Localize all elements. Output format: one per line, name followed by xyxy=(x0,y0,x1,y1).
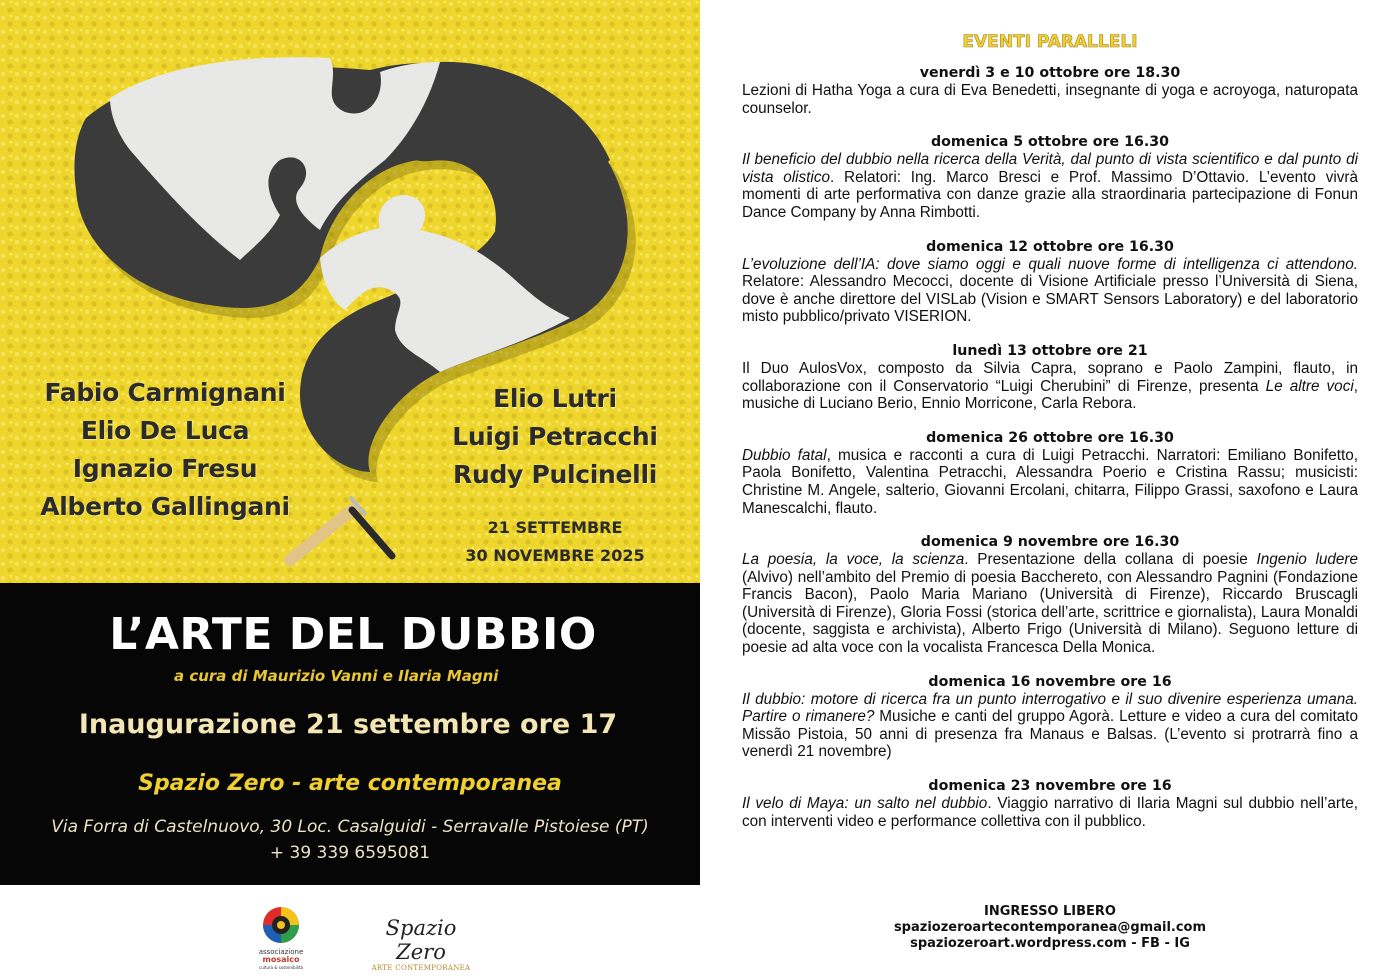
event-title-italic: Ingenio ludere xyxy=(1256,551,1358,569)
artists-right xyxy=(440,380,670,494)
artist-name: Rudy Pulcinelli xyxy=(453,460,657,489)
event-date: domenica 26 ottobre ore 16.30 xyxy=(926,429,1174,446)
mosaico-name: mosaico xyxy=(262,955,300,964)
events-title: EVENTI PARALLELI xyxy=(962,32,1138,52)
curator-line: a cura di Maurizio Vanni e Ilaria Magni xyxy=(174,667,499,685)
website-social[interactable]: spaziozeroart.wordpress.com - FB - IG xyxy=(910,936,1190,951)
event-date: domenica 9 novembre ore 16.30 xyxy=(920,534,1180,551)
venue-phone: + 39 339 6595081 xyxy=(269,843,431,863)
inauguration-line: Inaugurazione 21 settembre ore 17 xyxy=(78,709,618,740)
mosaico-subtitle: cultura & sostenibilità xyxy=(259,965,303,970)
artist-name: Alberto Gallingani xyxy=(40,492,290,521)
artist-name: Ignazio Fresu xyxy=(72,454,258,483)
event-date: domenica 16 novembre ore 16 xyxy=(928,673,1172,690)
event-text: . Presentazione della collana di poesie xyxy=(964,551,1257,569)
artists-left xyxy=(25,374,305,526)
event-description xyxy=(742,82,1358,117)
info-panel xyxy=(0,583,700,885)
event-text: Il Duo AulosVox, composto da Silvia Capra, soprano e Paolo Zampini, flauto, in collaborazione con il Conservatorio “Luigi Cherubini” di Firenze, presenta xyxy=(742,359,1358,395)
artist-name: Elio Lutri xyxy=(493,384,617,413)
event-item xyxy=(742,778,1358,830)
event-date: lunedì 13 ottobre ore 21 xyxy=(952,342,1148,359)
venue-address: Via Forra di Castelnuovo, 30 Loc. Casalguidi - Serravalle Pistoiese (PT) xyxy=(51,817,649,837)
footer-info xyxy=(742,904,1358,952)
events-list xyxy=(742,65,1358,847)
event-item xyxy=(742,134,1358,221)
event-description xyxy=(742,256,1358,326)
event-item xyxy=(742,343,1358,413)
spazio-zero-subtitle: ARTE CONTEMPORANEA xyxy=(371,964,471,972)
spazio-zero-logo xyxy=(366,916,476,972)
event-text: , musica e racconti a cura di Luigi Petracchi. Narratori: Emiliano Bonifetto, Paola Bonifetto, Valentina Petracchi, Alessandra Poerio e Cristina Rassu; musicisti: Christine M. Angele, salterio, Giovanni Ercolani, chitarra, Filippo Grassi, saxofono e Laura Manescalchi, flauto. xyxy=(742,446,1359,517)
artist-name: Luigi Petracchi xyxy=(452,422,658,451)
end-date: 30 NOVEMBRE 2025 xyxy=(465,546,645,565)
spazio-zero-name: Spazio Zero xyxy=(385,916,457,964)
event-date: domenica 5 ottobre ore 16.30 xyxy=(931,134,1169,151)
event-description xyxy=(742,360,1358,413)
event-item xyxy=(742,239,1358,326)
event-description xyxy=(742,447,1358,517)
event-text: Musiche e canti del gruppo Agorà. Letture e video a cura del comitato Missão Pistoia, 50 anni di presenza fra Manaus e Balsas. (L’evento si protrarrà fino a venerdì 21 novembre) xyxy=(742,708,1358,761)
exhibition-title: L’ARTE DEL DUBBIO xyxy=(109,609,597,660)
event-description xyxy=(742,151,1358,221)
event-date: domenica 23 novembre ore 16 xyxy=(928,778,1172,795)
event-title-italic: Il dubbio: motore di ricerca fra un punto interrogativo e il suo divenire esperienza umana. Partire o rimanere? xyxy=(742,690,1358,726)
exhibition-dates xyxy=(445,514,665,570)
event-description xyxy=(742,691,1358,761)
event-item xyxy=(742,65,1358,117)
artist-name: Elio De Luca xyxy=(80,416,250,445)
event-title-italic: Il beneficio del dubbio nella ricerca della Verità, dal punto di vista scientifico e dal punto di vista olistico xyxy=(742,151,1358,186)
event-item xyxy=(742,674,1358,761)
event-item xyxy=(742,430,1358,517)
start-date: 21 SETTEMBRE xyxy=(487,518,623,537)
event-text: . Relatori: Ing. Marco Bresci e Prof. Massimo D’Ottavio. L’evento vivrà momenti di arte performativa con danze grazie alla straordinaria partecipazione di Fonun Dance Company by Anna Rimbotti. xyxy=(742,168,1358,221)
event-description xyxy=(742,551,1358,657)
venue-name: Spazio Zero - arte contemporanea xyxy=(138,771,562,796)
event-title-italic: L’evoluzione dell’IA: dove siamo oggi e quali nuove forme di intelligenza ci attendono. xyxy=(742,255,1358,273)
artwork-panel xyxy=(0,0,700,583)
event-text: . Viaggio narrativo di Ilaria Magni sul dubbio nell’arte, con interventi video e performance collettiva con il pubblico. xyxy=(742,795,1358,830)
event-title-italic: Il velo di Maya: un salto nel dubbio xyxy=(742,795,988,813)
event-description xyxy=(742,795,1358,830)
artist-name: Fabio Carmignani xyxy=(44,378,286,407)
contact-email[interactable]: spaziozeroartecontemporanea@gmail.com xyxy=(893,920,1207,935)
event-item xyxy=(742,534,1358,657)
mosaico-logo-icon xyxy=(262,906,300,944)
event-text: Relatore: Alessandro Mecocci, docente di Visione Artificiale presso l’Università di Siena, dove è anche direttore del VISLab (Vision e SMART Sensors Laboratory) e del laboratorio misto pubblico/privato VISERION. xyxy=(742,273,1358,326)
event-date: venerdì 3 e 10 ottobre ore 18.30 xyxy=(919,65,1181,81)
event-text: (Alvivo) nell’ambito del Premio di poesia Bacchereto, con Alessandro Pagnini (Fondazione Francis Bacon), Paolo Maria Mariano (Università di Firenze), Riccardo Bruscagli (Università di Firenze), Gloria Fossi (storica dell’arte, scrittrice e giornalista), Laura Monaldi (docente, saggista e archivista), Alberto Frigo (Università di Milano). Seguono letture di poesie ad alta voce con la vocalista Francesca Della Monica. xyxy=(742,568,1358,657)
event-text: , musiche di Luciano Berio, Ennio Morricone, Carla Rebora. xyxy=(742,377,1358,413)
mosaico-label xyxy=(258,948,304,972)
event-title-italic: La poesia, la voce, la scienza xyxy=(742,551,965,569)
mosaico-logo xyxy=(258,906,304,972)
mosaico-label-line: associazione xyxy=(258,948,304,956)
event-date: domenica 12 ottobre ore 16.30 xyxy=(926,238,1174,255)
event-title-italic: Le altre voci xyxy=(1265,377,1354,395)
free-entry: INGRESSO LIBERO xyxy=(984,904,1116,919)
event-title-italic: Dubbio fatal xyxy=(742,446,827,464)
event-text: Lezioni di Hatha Yoga a cura di Eva Benedetti, insegnante di yoga e acroyoga, naturopata counselor. xyxy=(742,82,1358,117)
